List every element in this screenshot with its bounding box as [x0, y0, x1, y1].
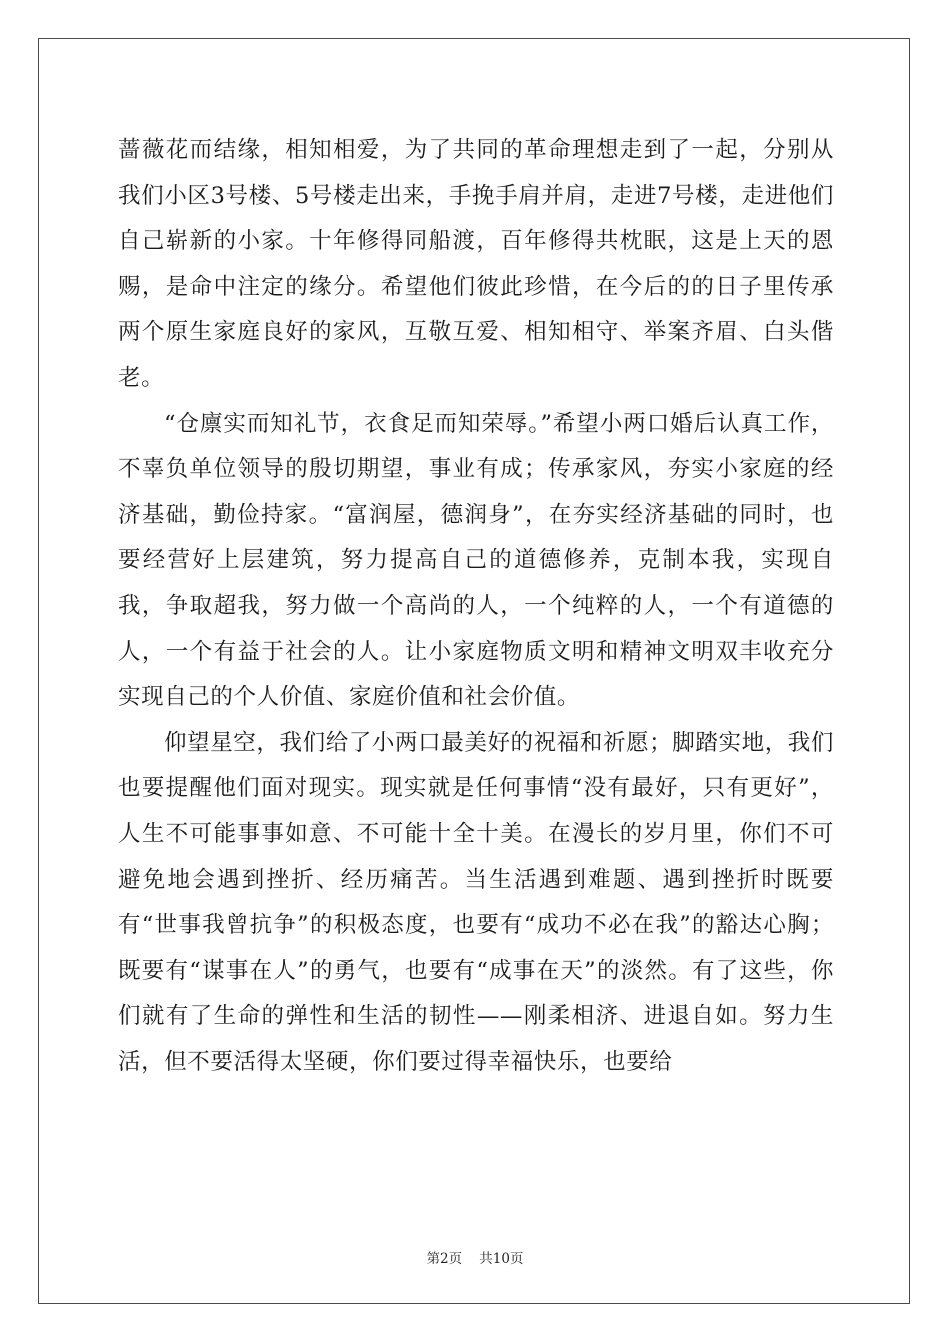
paragraph-1: 蔷薇花而结缘，相知相爱，为了共同的革命理想走到了一起，分别从我们小区3号楼、5号楼走出来，手挽手肩并肩，走进7号楼，走进他们自己崭新的小家。十年修得同船渡，百年修得共枕眠，这是上天的恩赐，是命中注定的缘分。希望他们彼此珍惜，在今后的的日子里传承两个原生家庭良好的家风，互敬互爱、相知相守、举案齐眉、白头偕老。 [118, 137, 834, 391]
footer-spacer [462, 1251, 479, 1267]
paragraph-2: “仓廪实而知礼节，衣食足而知荣辱。”希望小两口婚后认真工作，不辜负单位领导的殷切期望，事业有成；传承家风，夯实小家庭的经济基础，勤俭持家。“富润屋，德润身”，在夯实经济基础的同时，也要经营好上层建筑，努力提高自己的道德修养，克制本我，实现自我，争取超我，努力做一个高尚的人，一个纯粹的人，一个有道德的人，一个有益于社会的人。让小家庭物质文明和精神文明双丰收充分实现自己的个人价值、家庭价值和社会价值。 [118, 410, 834, 711]
page-number: 第2页 [426, 1251, 463, 1267]
document-body [118, 128, 834, 1085]
page-footer [0, 1247, 950, 1267]
page-total: 共10页 [479, 1251, 524, 1267]
paragraph-3: 仰望星空，我们给了小两口最美好的祝福和祈愿；脚踏实地，我们也要提醒他们面对现实。现实就是任何事情“没有最好，只有更好”，人生不可能事事如意、不可能十全十美。在漫长的岁月里，你们不可避免地会遇到挫折、经历痛苦。当生活遇到难题、遇到挫折时既要有“世事我曾抗争”的积极态度，也要有“成功不必在我”的豁达心胸；既要有“谋事在人”的勇气，也要有“成事在天”的淡然。有了这些，你们就有了生命的弹性和生活的韧性——刚柔相济、进退自如。努力生活，但不要活得太坚硬，你们要过得幸福快乐，也要给 [118, 729, 834, 1075]
